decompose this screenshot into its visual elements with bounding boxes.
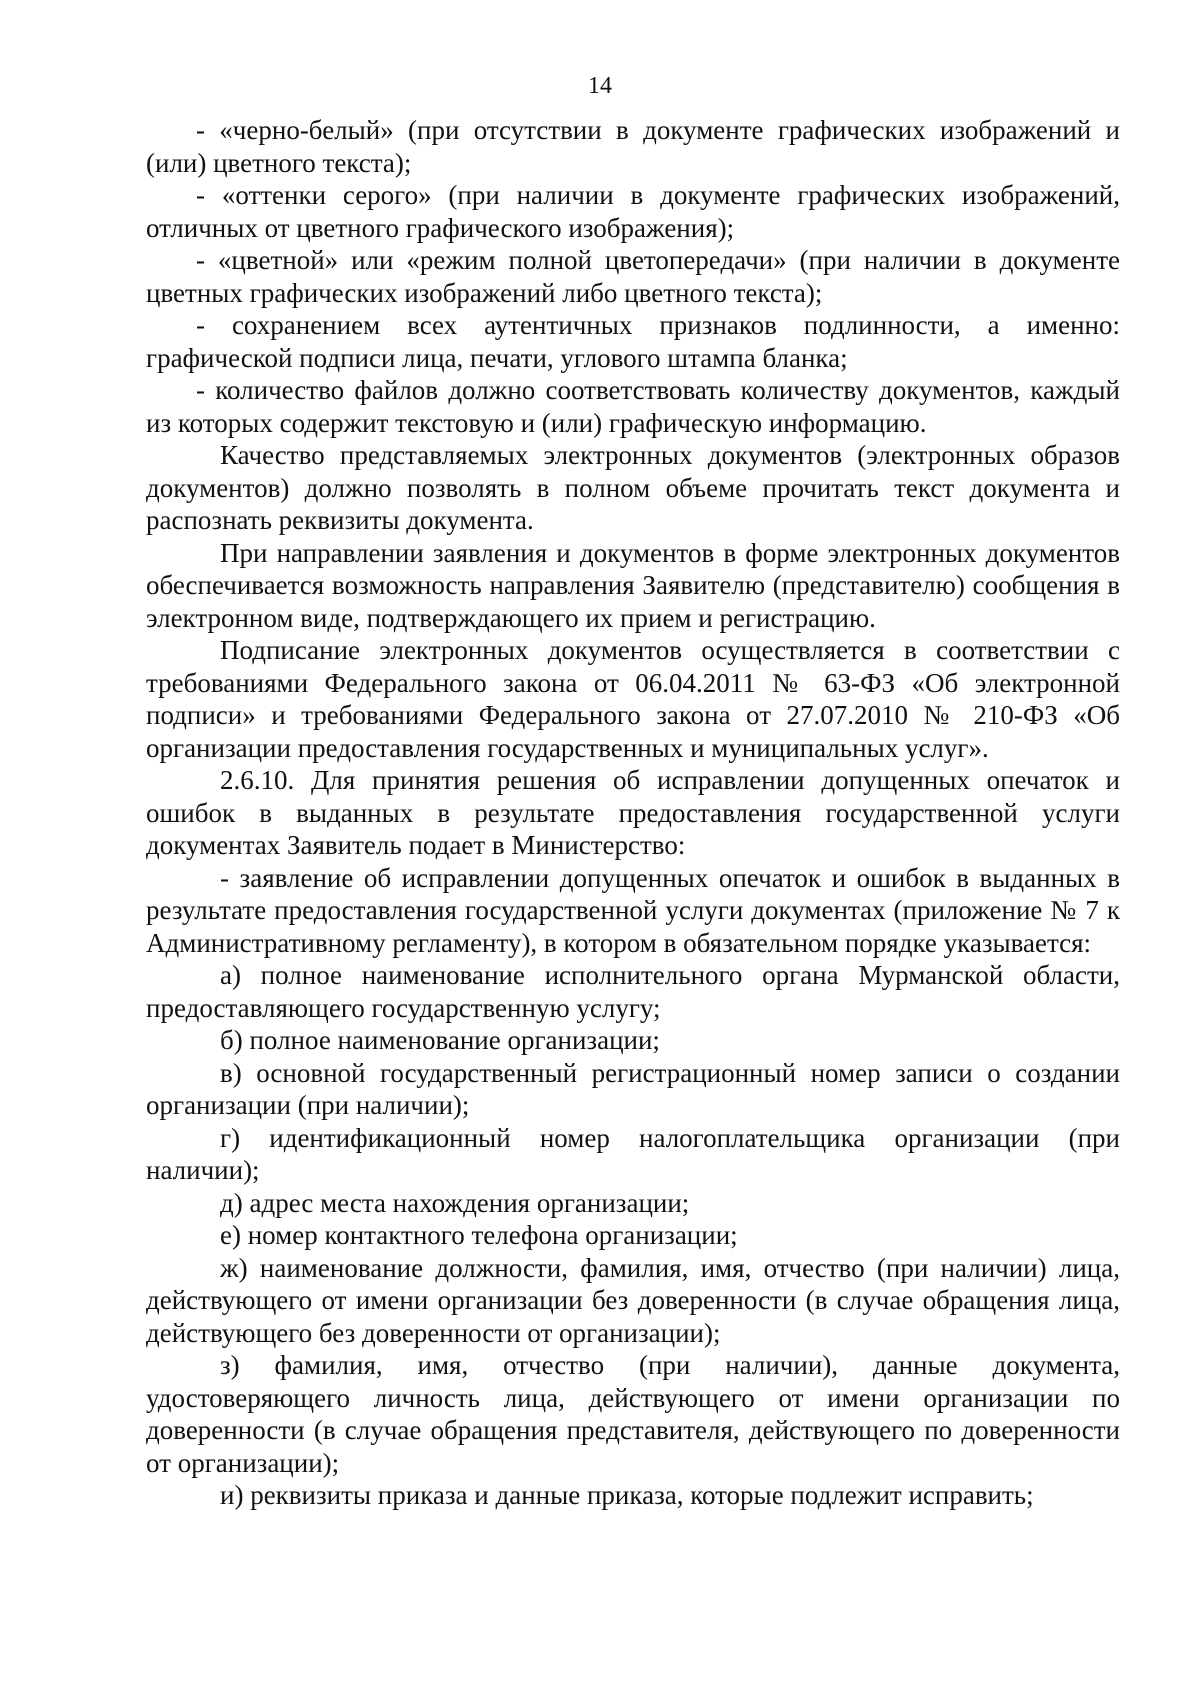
list-item-bw-mode: - «черно-белый» (при отсутствии в документе графических изображений и (или) цветного текста);: [146, 115, 1120, 178]
list-item-authenticity: - сохранением всех аутентичных признаков подлинности, а именно: графической подписи лица, печати, углового штампа бланка;: [146, 310, 1120, 373]
item-zh: ж) наименование должности, фамилия, имя, отчество (при наличии) лица, действующего от имени организации без доверенности (в случае обращения лица, действующего без доверенности от организации);: [146, 1252, 1120, 1348]
item-a: а) полное наименование исполнительного органа Мурманской области, предоставляющего государственную услугу;: [146, 960, 1120, 1023]
list-item-file-count: - количество файлов должно соответствовать количеству документов, каждый из которых содержит текстовую и (или) графическую информацию.: [146, 375, 1120, 438]
item-b: б) полное наименование организации;: [220, 1025, 660, 1055]
item-z: з) фамилия, имя, отчество (при наличии), данные документа, удостоверяющего личность лица, действующего от имени организации по доверенности (в случае обращения представителя, действующего по доверенности от организации);: [146, 1350, 1120, 1478]
item-v: в) основной государственный регистрационный номер записи о создании организации (при наличии);: [146, 1057, 1120, 1120]
paragraph-2-6-10: 2.6.10. Для принятия решения об исправлении допущенных опечаток и ошибок в выданных в результате предоставления государственной услуги документах Заявитель подает в Министерство:: [146, 765, 1120, 860]
page-number: 14: [588, 73, 612, 99]
list-item-color-mode: - «цветной» или «режим полной цветопередачи» (при наличии в документе цветных графических изображений либо цветного текста);: [146, 245, 1120, 308]
item-e: е) номер контактного телефона организации;: [220, 1220, 738, 1250]
document-body: [146, 114, 1120, 1512]
paragraph-application: - заявление об исправлении допущенных опечаток и ошибок в выданных в результате предоставления государственной услуги документах (приложение № 7 к Административному регламенту), в котором в обязательном порядке указывается:: [146, 862, 1120, 958]
item-i: и) реквизиты приказа и данные приказа, которые подлежит исправить;: [220, 1480, 1034, 1510]
item-d: д) адрес места нахождения организации;: [220, 1187, 690, 1218]
list-item-grayscale-mode: - «оттенки серого» (при наличии в документе графических изображений, отличных от цветного графического изображения);: [146, 180, 1120, 243]
paragraph-electronic-submission: При направлении заявления и документов в форме электронных документов обеспечивается возможность направления Заявителю (представителю) сообщения в электронном виде, подтверждающего их прием и регистрацию.: [146, 537, 1120, 633]
paragraph-signing: Подписание электронных документов осуществляется в соответствии с требованиями Федерального закона от 06.04.2011 № 63-ФЗ «Об электронной подписи» и требованиями Федерального закона от 27.07.2010 № 210-ФЗ «Об организации предоставления государственных и муниципальных услуг».: [146, 635, 1120, 763]
paragraph-quality: Качество представляемых электронных документов (электронных образов документов) должно позволять в полном объеме прочитать текст документа и распознать реквизиты документа.: [146, 440, 1120, 535]
item-g: г) идентификационный номер налогоплательщика организации (при наличии);: [146, 1122, 1120, 1185]
